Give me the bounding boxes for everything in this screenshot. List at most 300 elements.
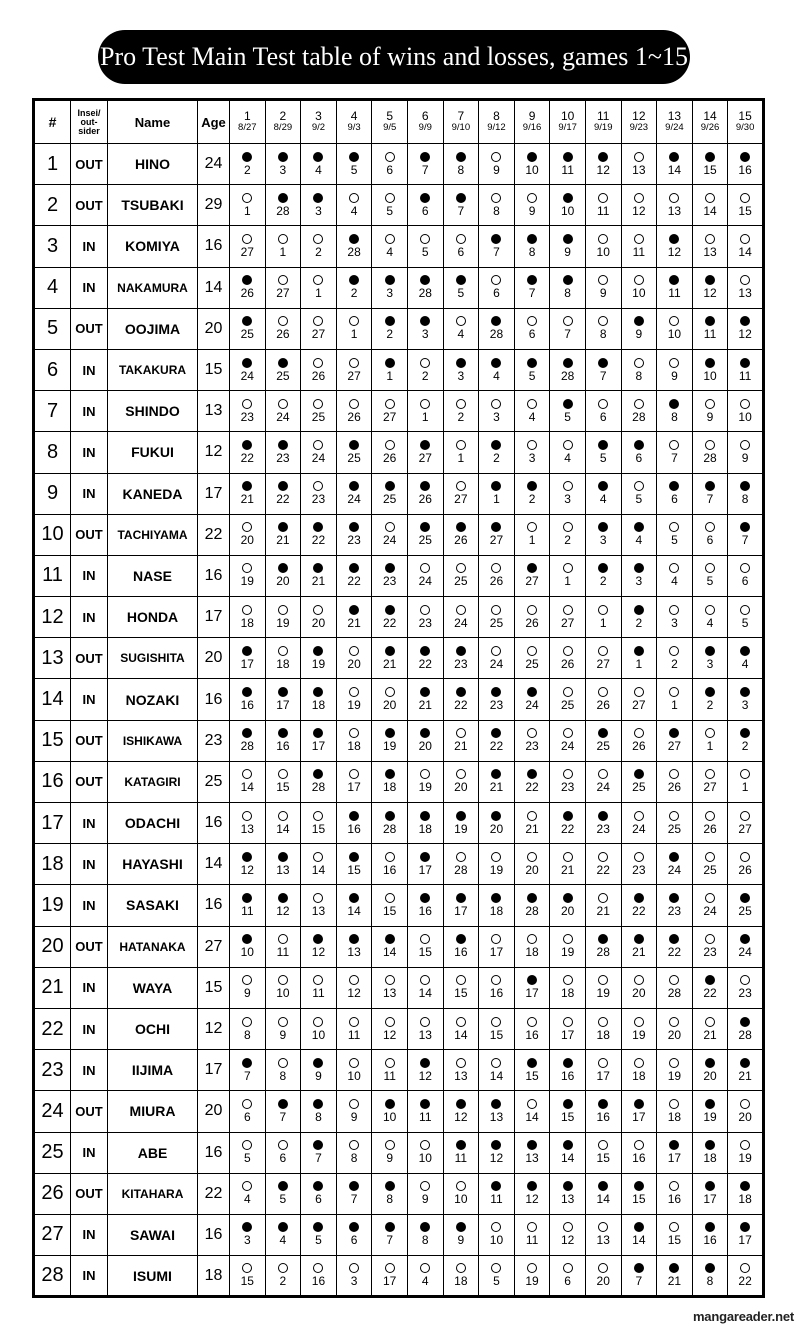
result-cell [479, 555, 515, 596]
result-cell [514, 514, 550, 555]
opponent-number: 9 [350, 1109, 358, 1124]
opponent-number: 4 [386, 244, 394, 259]
opponent-number: 10 [738, 409, 752, 424]
game-number: 9 [528, 109, 536, 123]
result-cell [443, 1132, 479, 1173]
opponent-number: 10 [525, 162, 539, 177]
win-black-stone-icon [563, 275, 573, 285]
loss-white-stone-icon [527, 1017, 537, 1027]
loss-white-stone-icon [456, 852, 466, 862]
result-cell [372, 803, 408, 844]
win-black-stone-icon [598, 152, 608, 162]
loss-white-stone-icon [598, 1263, 608, 1273]
win-black-stone-icon [349, 1222, 359, 1232]
insei-outsider-status: IN [71, 1256, 108, 1297]
win-black-stone-icon [705, 316, 715, 326]
result-cell [372, 1173, 408, 1214]
player-number: 28 [34, 1256, 71, 1297]
result-cell [372, 349, 408, 390]
opponent-number: 1 [564, 574, 571, 589]
result-cell [443, 1008, 479, 1049]
win-black-stone-icon [456, 522, 466, 532]
opponent-number: 13 [632, 162, 646, 177]
win-black-stone-icon [349, 811, 359, 821]
game-date: 9/10 [451, 122, 471, 133]
opponent-number: 14 [667, 162, 682, 177]
result-cell [407, 926, 443, 967]
result-cell [479, 514, 515, 555]
header-insei-line-2: out- [80, 116, 98, 127]
result-cell [621, 514, 657, 555]
result-cell [230, 967, 266, 1008]
result-cell [657, 844, 693, 885]
opponent-number: 23 [418, 615, 432, 630]
win-black-stone-icon [420, 152, 430, 162]
result-cell [230, 555, 266, 596]
opponent-number: 21 [311, 574, 326, 589]
opponent-number: 12 [454, 1109, 468, 1124]
opponent-number: 3 [315, 203, 322, 218]
loss-white-stone-icon [349, 1017, 359, 1027]
opponent-number: 13 [382, 986, 397, 1001]
player-number: 25 [34, 1132, 71, 1173]
header-age: Age [198, 100, 230, 144]
loss-white-stone-icon [705, 893, 715, 903]
opponent-number: 8 [741, 492, 749, 507]
game-number: 5 [386, 109, 394, 123]
opponent-number: 6 [564, 1274, 571, 1289]
opponent-number: 22 [240, 450, 254, 465]
opponent-number: 1 [635, 656, 643, 671]
loss-white-stone-icon [527, 440, 537, 450]
win-black-stone-icon [563, 358, 573, 368]
win-black-stone-icon [385, 275, 395, 285]
opponent-number: 8 [457, 162, 465, 177]
insei-outsider-status: OUT [71, 926, 108, 967]
result-cell [550, 349, 586, 390]
opponent-number: 21 [738, 1068, 752, 1083]
table-row [34, 1050, 764, 1091]
win-black-stone-icon [669, 481, 679, 491]
result-cell [301, 597, 337, 638]
opponent-number: 25 [276, 368, 290, 383]
player-name: HINO [108, 144, 198, 185]
opponent-number: 5 [635, 492, 643, 507]
opponent-number: 27 [489, 533, 504, 548]
opponent-number: 15 [632, 1192, 646, 1207]
insei-outsider-status: IN [71, 473, 108, 514]
game-number: 10 [560, 109, 575, 123]
result-cell [550, 1091, 586, 1132]
win-black-stone-icon [598, 811, 608, 821]
opponent-number: 13 [347, 945, 361, 960]
loss-white-stone-icon [740, 275, 750, 285]
win-black-stone-icon [527, 1140, 537, 1150]
win-black-stone-icon [456, 358, 466, 368]
loss-white-stone-icon [456, 975, 466, 985]
loss-white-stone-icon [598, 234, 608, 244]
win-black-stone-icon [491, 728, 501, 738]
opponent-number: 1 [457, 450, 465, 465]
game-number: 2 [279, 109, 287, 123]
result-cell [585, 885, 621, 926]
loss-white-stone-icon [278, 934, 288, 944]
win-black-stone-icon [349, 934, 359, 944]
result-cell [443, 185, 479, 226]
opponent-number: 20 [240, 533, 254, 548]
opponent-number: 2 [671, 656, 678, 671]
win-black-stone-icon [313, 522, 323, 532]
loss-white-stone-icon [705, 522, 715, 532]
player-age: 15 [198, 349, 230, 390]
win-black-stone-icon [634, 316, 644, 326]
opponent-number: 22 [596, 862, 610, 877]
win-black-stone-icon [349, 893, 359, 903]
result-cell [657, 432, 693, 473]
result-cell [514, 1173, 550, 1214]
opponent-number: 12 [418, 1068, 432, 1083]
opponent-number: 10 [454, 1192, 468, 1207]
result-cell [407, 391, 443, 432]
opponent-number: 4 [599, 492, 607, 507]
result-cell [621, 1214, 657, 1255]
result-cell [657, 185, 693, 226]
result-cell [550, 1132, 586, 1173]
loss-white-stone-icon [313, 1017, 323, 1027]
result-cell [728, 844, 764, 885]
result-cell [621, 349, 657, 390]
table-body [34, 144, 764, 1297]
opponent-number: 10 [276, 986, 290, 1001]
opponent-number: 7 [528, 286, 536, 301]
result-cell [514, 308, 550, 349]
result-cell [230, 308, 266, 349]
table-row [34, 926, 764, 967]
insei-outsider-status: IN [71, 803, 108, 844]
result-cell [372, 144, 408, 185]
loss-white-stone-icon [313, 481, 323, 491]
header-insei-outsider [71, 100, 108, 144]
opponent-number: 20 [632, 986, 646, 1001]
player-age: 12 [198, 1008, 230, 1049]
win-black-stone-icon [278, 1222, 288, 1232]
loss-white-stone-icon [740, 852, 750, 862]
loss-white-stone-icon [563, 440, 573, 450]
win-black-stone-icon [563, 1181, 573, 1191]
watermark-logo: mangareader.net [692, 1309, 794, 1324]
opponent-number: 4 [421, 1274, 429, 1289]
loss-white-stone-icon [313, 234, 323, 244]
result-cell [336, 597, 372, 638]
header-game-3 [301, 100, 337, 144]
opponent-number: 10 [596, 244, 610, 259]
opponent-number: 18 [418, 821, 432, 836]
table-row [34, 761, 764, 802]
loss-white-stone-icon [563, 852, 573, 862]
opponent-number: 8 [599, 327, 607, 342]
result-cell [585, 308, 621, 349]
game-number: 4 [350, 109, 358, 123]
opponent-number: 12 [311, 945, 326, 960]
loss-white-stone-icon [491, 934, 501, 944]
loss-white-stone-icon [385, 522, 395, 532]
result-cell [443, 1050, 479, 1091]
result-cell [479, 1008, 515, 1049]
win-black-stone-icon [669, 934, 679, 944]
win-black-stone-icon [420, 852, 430, 862]
result-cell [621, 391, 657, 432]
loss-white-stone-icon [278, 399, 288, 409]
result-cell [230, 1173, 266, 1214]
loss-white-stone-icon [242, 1099, 252, 1109]
loss-white-stone-icon [278, 975, 288, 985]
result-cell [407, 1091, 443, 1132]
opponent-number: 2 [493, 450, 500, 465]
header-game-11 [585, 100, 621, 144]
opponent-number: 18 [667, 1109, 682, 1124]
opponent-number: 19 [738, 1151, 752, 1166]
opponent-number: 26 [276, 327, 290, 342]
opponent-number: 3 [243, 1233, 251, 1248]
opponent-number: 20 [667, 1027, 682, 1042]
result-cell [407, 473, 443, 514]
table-row [34, 391, 764, 432]
opponent-number: 11 [383, 1068, 396, 1083]
opponent-number: 9 [457, 1233, 465, 1248]
result-cell [514, 1132, 550, 1173]
loss-white-stone-icon [669, 687, 679, 697]
opponent-number: 24 [276, 409, 290, 424]
player-number: 10 [34, 514, 71, 555]
win-black-stone-icon [278, 1181, 288, 1191]
loss-white-stone-icon [313, 275, 323, 285]
opponent-number: 25 [418, 533, 432, 548]
result-cell [657, 1173, 693, 1214]
win-black-stone-icon [278, 687, 288, 697]
insei-outsider-status: IN [71, 1132, 108, 1173]
win-black-stone-icon [456, 193, 466, 203]
opponent-number: 23 [347, 533, 361, 548]
table-row [34, 144, 764, 185]
opponent-number: 4 [706, 615, 714, 630]
result-cell [230, 391, 266, 432]
result-cell [479, 638, 515, 679]
loss-white-stone-icon [385, 193, 395, 203]
opponent-number: 2 [350, 286, 358, 301]
opponent-number: 8 [315, 1109, 322, 1124]
result-cell [407, 1050, 443, 1091]
loss-white-stone-icon [278, 1263, 288, 1273]
opponent-number: 19 [632, 1027, 646, 1042]
win-black-stone-icon [527, 275, 537, 285]
result-cell [585, 1214, 621, 1255]
opponent-number: 14 [347, 903, 361, 918]
result-cell [336, 1256, 372, 1297]
win-black-stone-icon [634, 1222, 644, 1232]
loss-white-stone-icon [242, 605, 252, 615]
game-date: 9/16 [522, 122, 542, 133]
opponent-number: 9 [493, 162, 500, 177]
loss-white-stone-icon [385, 234, 395, 244]
result-cell [550, 432, 586, 473]
opponent-number: 28 [311, 780, 326, 795]
result-cell [407, 720, 443, 761]
opponent-number: 19 [489, 862, 504, 877]
player-name: KATAGIRI [108, 761, 198, 802]
player-number: 2 [34, 185, 71, 226]
result-cell [728, 967, 764, 1008]
win-black-stone-icon [491, 1181, 501, 1191]
win-black-stone-icon [598, 1099, 608, 1109]
win-black-stone-icon [491, 1099, 501, 1109]
loss-white-stone-icon [385, 893, 395, 903]
opponent-number: 20 [382, 698, 397, 713]
opponent-number: 25 [632, 780, 646, 795]
result-cell [230, 514, 266, 555]
loss-white-stone-icon [349, 399, 359, 409]
opponent-number: 5 [706, 574, 714, 589]
loss-white-stone-icon [349, 1099, 359, 1109]
loss-white-stone-icon [385, 687, 395, 697]
opponent-number: 2 [243, 162, 251, 177]
result-cell [372, 1050, 408, 1091]
player-number: 24 [34, 1091, 71, 1132]
insei-outsider-status: OUT [71, 638, 108, 679]
opponent-number: 4 [671, 574, 678, 589]
opponent-number: 14 [382, 945, 397, 960]
loss-white-stone-icon [349, 646, 359, 656]
loss-white-stone-icon [527, 811, 537, 821]
opponent-number: 18 [347, 739, 361, 754]
opponent-number: 9 [671, 368, 678, 383]
result-cell [230, 349, 266, 390]
result-cell [621, 473, 657, 514]
result-cell [336, 720, 372, 761]
opponent-number: 1 [350, 327, 358, 342]
opponent-number: 8 [706, 1274, 714, 1289]
opponent-number: 27 [525, 574, 539, 589]
opponent-number: 17 [525, 986, 539, 1001]
opponent-number: 5 [493, 1274, 500, 1289]
loss-white-stone-icon [313, 1263, 323, 1273]
opponent-number: 28 [667, 986, 682, 1001]
opponent-number: 19 [703, 1109, 717, 1124]
win-black-stone-icon [278, 852, 288, 862]
win-black-stone-icon [420, 893, 430, 903]
game-date: 9/5 [383, 122, 397, 133]
loss-white-stone-icon [242, 563, 252, 573]
loss-white-stone-icon [313, 316, 323, 326]
opponent-number: 23 [489, 698, 504, 713]
result-cell [657, 514, 693, 555]
opponent-number: 13 [667, 203, 682, 218]
opponent-number: 3 [599, 533, 607, 548]
win-black-stone-icon [563, 1140, 573, 1150]
win-black-stone-icon [527, 687, 537, 697]
loss-white-stone-icon [634, 1017, 644, 1027]
player-name: FUKUI [108, 432, 198, 473]
result-cell [301, 349, 337, 390]
win-black-stone-icon [349, 275, 359, 285]
win-black-stone-icon [740, 152, 750, 162]
result-cell [230, 1256, 266, 1297]
win-black-stone-icon [491, 1140, 501, 1150]
loss-white-stone-icon [420, 399, 430, 409]
loss-white-stone-icon [349, 358, 359, 368]
result-cell [585, 803, 621, 844]
win-black-stone-icon [385, 605, 395, 615]
loss-white-stone-icon [705, 934, 715, 944]
opponent-number: 5 [350, 162, 358, 177]
opponent-number: 1 [528, 533, 536, 548]
result-cell [585, 597, 621, 638]
win-black-stone-icon [385, 728, 395, 738]
win-black-stone-icon [313, 152, 323, 162]
opponent-number: 20 [454, 780, 468, 795]
result-cell [728, 226, 764, 267]
opponent-number: 27 [632, 698, 646, 713]
win-black-stone-icon [669, 1263, 679, 1273]
opponent-number: 2 [421, 368, 429, 383]
loss-white-stone-icon [669, 605, 679, 615]
result-cell [336, 308, 372, 349]
opponent-number: 12 [703, 286, 717, 301]
result-cell [728, 1173, 764, 1214]
game-date: 9/3 [347, 122, 361, 133]
result-cell [443, 761, 479, 802]
table-row [34, 1214, 764, 1255]
loss-white-stone-icon [456, 399, 466, 409]
insei-outsider-status: OUT [71, 308, 108, 349]
win-black-stone-icon [527, 152, 537, 162]
loss-white-stone-icon [385, 1058, 395, 1068]
loss-white-stone-icon [278, 234, 288, 244]
win-black-stone-icon [705, 1222, 715, 1232]
insei-outsider-status: OUT [71, 1091, 108, 1132]
result-cell [692, 803, 728, 844]
result-cell [265, 473, 301, 514]
opponent-number: 3 [564, 492, 571, 507]
opponent-number: 6 [457, 244, 465, 259]
opponent-number: 22 [418, 656, 432, 671]
result-cell [692, 926, 728, 967]
loss-white-stone-icon [634, 975, 644, 985]
opponent-number: 7 [457, 203, 465, 218]
opponent-number: 12 [738, 327, 752, 342]
opponent-number: 16 [560, 1068, 575, 1083]
player-number: 8 [34, 432, 71, 473]
opponent-number: 4 [279, 1233, 287, 1248]
opponent-number: 16 [240, 698, 254, 713]
opponent-number: 18 [738, 1192, 752, 1207]
loss-white-stone-icon [598, 275, 608, 285]
result-cell [301, 1173, 337, 1214]
result-cell [550, 679, 586, 720]
result-cell [265, 679, 301, 720]
opponent-number: 28 [525, 903, 539, 918]
win-black-stone-icon [420, 522, 430, 532]
opponent-number: 15 [525, 1068, 539, 1083]
result-cell [692, 391, 728, 432]
loss-white-stone-icon [491, 975, 501, 985]
opponent-number: 21 [632, 945, 646, 960]
result-cell [585, 432, 621, 473]
opponent-number: 9 [635, 327, 643, 342]
loss-white-stone-icon [313, 440, 323, 450]
loss-white-stone-icon [491, 605, 501, 615]
player-age: 22 [198, 514, 230, 555]
loss-white-stone-icon [313, 975, 323, 985]
